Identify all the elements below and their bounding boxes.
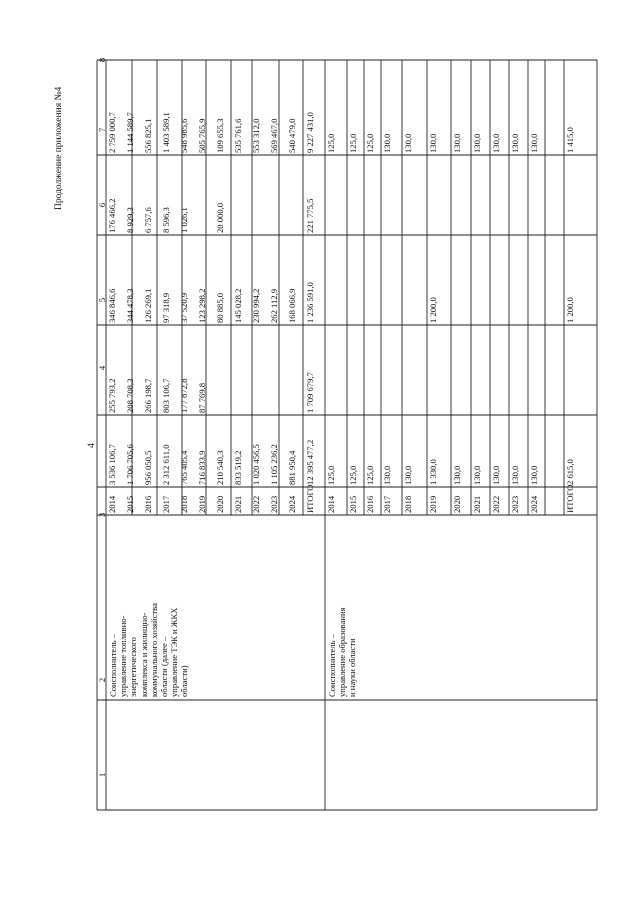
column-number-2: 2 [97, 677, 107, 683]
table-cell-s1-r2-c6: 344 478,3 [125, 288, 135, 323]
table-cell-s2-r10-c8: 130,0 [510, 133, 520, 153]
table-cell-s1-r12-c4: 12 395 477,2 [305, 439, 315, 485]
table-cell-s1-r6-year: 2019 [197, 495, 207, 513]
table-cell-s1-r6-c8: 505 765,9 [197, 118, 207, 153]
table-cell-s2-r7-c4: 130,0 [452, 465, 462, 485]
table-cell-s2-r10-year: 2023 [510, 495, 520, 513]
table-cell-s2-r2-c4: 125,0 [348, 465, 358, 485]
table-cell-s2-r12-c6: 1 200,0 [565, 297, 575, 323]
table-cell-s2-r8-year: 2021 [472, 495, 482, 513]
table-cell-s2-r4-c8: 130,0 [382, 133, 392, 153]
table-cell-s1-r7-c7: 20 000,0 [215, 202, 225, 233]
table-cell-s2-r12-c8: 1 415,0 [565, 127, 575, 153]
column-number-4: 4 [97, 365, 107, 371]
table-cell-s2-r5-year: 2018 [403, 495, 413, 513]
table-cell-s1-r7-c6: 80 885,0 [215, 292, 225, 323]
table-cell-s1-r12-year: ИТОГО [305, 484, 315, 513]
table-cell-s2-r10-c4: 130,0 [510, 465, 520, 485]
table-cell-s1-r1-c4: 3 536 106,7 [107, 444, 117, 485]
table-cell-s2-r9-c4: 130,0 [491, 465, 501, 485]
table-cell-s1-r1-c7: 176 466,2 [107, 198, 117, 233]
table-cell-s1-r5-year: 2018 [179, 495, 189, 513]
table-cell-s2-r3-c8: 125,0 [365, 133, 375, 153]
table-cell-s2-r6-year: 2019 [428, 495, 438, 513]
table-cell-s1-r1-year: 2014 [107, 495, 117, 513]
table-cell-s1-r3-c5: 266 198,7 [143, 378, 153, 413]
table-cell-s1-r7-c8: 109 655,3 [215, 118, 225, 153]
table-cell-s1-r4-c4: 2 312 611,0 [161, 444, 171, 485]
table-cell-s1-r1-c8: 2 759 000,7 [107, 112, 117, 153]
table-cell-s1-r4-c7: 8 596,3 [161, 207, 171, 233]
table-cell-s1-r2-c7: 8 929,3 [125, 207, 135, 233]
table-cell-s2-r4-year: 2017 [382, 495, 392, 513]
table-cell-s1-r7-year: 2020 [215, 495, 225, 513]
table-cell-s2-r3-c4: 125,0 [365, 465, 375, 485]
table-cell-s2-r6-c4: 1 330,0 [428, 459, 438, 485]
table-cell-s2-r3-year: 2016 [365, 495, 375, 513]
table-cell-s1-r4-year: 2017 [161, 495, 171, 513]
table-cell-s1-r12-c7: 221 775,5 [305, 198, 315, 233]
co-executor-2-description: Соисполнитель – управление образования и науки области [327, 607, 358, 697]
table-cell-s1-r8-year: 2021 [233, 495, 243, 513]
table-cell-s2-r12-c4: 2 615,0 [565, 459, 575, 485]
table-cell-s2-r9-year: 2022 [491, 495, 501, 513]
table-cell-s2-r7-c8: 130,0 [452, 133, 462, 153]
table-cell-s1-r10-c8: 569 467,0 [269, 118, 279, 153]
table-cell-s1-r2-c5: 208 708,3 [125, 378, 135, 413]
table-cell-s2-r2-c8: 125,0 [348, 133, 358, 153]
table-cell-s1-r9-c4: 1 020 456,5 [251, 444, 261, 485]
column-number-1: 1 [97, 772, 107, 778]
table-cell-s1-r4-c6: 97 318,9 [161, 292, 171, 323]
table-cell-s1-r10-c6: 262 112,9 [269, 288, 279, 323]
table-cell-s2-r6-c6: 1 200,0 [428, 297, 438, 323]
table-cell-s1-r12-c5: 1 709 679,7 [305, 372, 315, 413]
continuation-header: Продолжение приложения №4 [54, 86, 64, 210]
table-cell-s2-r5-c8: 130,0 [403, 133, 413, 153]
table-cell-s1-r12-c8: 9 227 431,0 [305, 112, 315, 153]
table-cell-s1-r3-c8: 556 825,1 [143, 118, 153, 153]
table-cell-s1-r10-year: 2023 [269, 495, 279, 513]
table-cell-s2-r12-year: ИТОГО [565, 484, 575, 513]
table-cell-s2-r5-c4: 130,0 [403, 465, 413, 485]
table-cell-s1-r7-c4: 210 540,3 [215, 450, 225, 485]
table-cell-s1-r3-year: 2016 [143, 495, 153, 513]
table-cell-s1-r11-c6: 168 066,9 [287, 288, 297, 323]
table-cell-s1-r9-c8: 553 312,0 [251, 118, 261, 153]
table-cell-s1-r1-c5: 255 793,2 [107, 378, 117, 413]
table-cell-s1-r8-c8: 535 761,6 [233, 118, 243, 153]
table-cell-s2-r4-c4: 130,0 [382, 465, 392, 485]
table-cell-s1-r9-year: 2022 [251, 495, 261, 513]
table-cell-s2-r9-c8: 130,0 [491, 133, 501, 153]
co-executor-1-description: Соисполнитель – управление топливно-энергетического комплекса и жилищно-коммунального хозяйства области (далее – управление ТЭК и ЖКХ области) [108, 603, 190, 697]
column-group-number: 4 [87, 443, 97, 448]
table-cell-s1-r1-c6: 346 846,6 [107, 288, 117, 323]
table-cell-s2-r1-c4: 125,0 [326, 465, 336, 485]
column-number-7: 7 [97, 127, 107, 133]
table-cell-s2-r8-c8: 130,0 [472, 133, 482, 153]
table-cell-s1-r11-c8: 540 479,0 [287, 118, 297, 153]
table-cell-s2-r11-c4: 130,0 [529, 465, 539, 485]
table-cell-s2-r11-c8: 130,0 [529, 133, 539, 153]
table-cell-s1-r5-c7: 1 026,1 [179, 207, 189, 233]
table-cell-s1-r5-c5: 177 872,8 [179, 378, 189, 413]
table-cell-s2-r1-c8: 125,0 [326, 133, 336, 153]
table-cell-s1-r2-year: 2015 [125, 495, 135, 513]
table-cell-s2-r8-c4: 130,0 [472, 465, 482, 485]
table-cell-s2-r1-year: 2014 [326, 495, 336, 513]
table-cell-s1-r3-c4: 956 050,5 [143, 450, 153, 485]
table-cell-s1-r6-c6: 123 298,2 [197, 288, 207, 323]
table-cell-s2-r2-year: 2015 [348, 495, 358, 513]
table-cell-s1-r8-c6: 145 028,2 [233, 288, 243, 323]
table-cell-s1-r10-c4: 1 105 236,2 [269, 444, 279, 485]
table-cell-s1-r8-c4: 833 519,2 [233, 450, 243, 485]
table-cell-s1-r4-c5: 803 106,7 [161, 378, 171, 413]
table-cell-s1-r9-c6: 230 994,2 [251, 288, 261, 323]
table-cell-s2-r11-year: 2024 [529, 495, 539, 513]
table-cell-s2-r7-year: 2020 [452, 495, 462, 513]
table-cell-s1-r2-c4: 1 706 705,6 [125, 444, 135, 485]
column-number-8: 8 [97, 57, 107, 63]
table-cell-s1-r5-c4: 765 405,4 [179, 450, 189, 485]
table-cell-s1-r5-c6: 37 520,9 [179, 292, 189, 323]
table-cell-s1-r3-c6: 126 269,1 [143, 288, 153, 323]
table-cell-s1-r3-c7: 6 757,6 [143, 207, 153, 233]
table-cell-s1-r2-c8: 1 144 589,7 [125, 112, 135, 153]
column-number-6: 6 [97, 202, 107, 208]
table-cell-s1-r11-c4: 881 950,4 [287, 450, 297, 485]
table-cell-s1-r11-year: 2024 [287, 495, 297, 513]
column-number-5: 5 [97, 297, 107, 303]
table-cell-s1-r6-c5: 87 769,8 [197, 382, 207, 413]
table-cell-s1-r6-c4: 716 833,9 [197, 450, 207, 485]
table-cell-s1-r4-c8: 1 403 589,1 [161, 112, 171, 153]
table-cell-s2-r6-c8: 130,0 [428, 133, 438, 153]
table-cell-s1-r12-c6: 1 236 591,0 [305, 282, 315, 323]
column-number-3: 3 [97, 512, 107, 518]
table-cell-s1-r5-c8: 548 985,6 [179, 118, 189, 153]
